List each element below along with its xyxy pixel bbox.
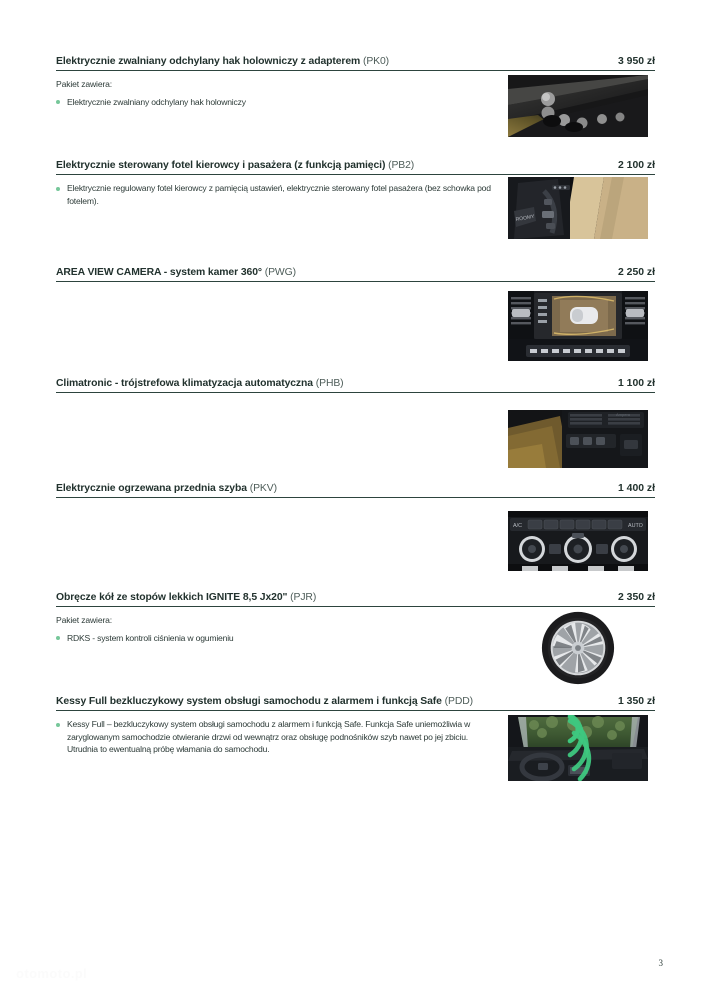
alloy-wheel-photo: [508, 609, 648, 687]
section-title-text: Climatronic - trójstrefowa klimatyzacja automatyczna: [56, 378, 313, 389]
power-seat-controls-photo: [508, 177, 648, 239]
section-bullet-list: [56, 96, 494, 108]
section-header: [56, 482, 655, 497]
list-item: [56, 182, 494, 207]
option-section: [56, 266, 655, 377]
option-section: [56, 159, 655, 266]
section-price: 1 100 zł: [618, 378, 655, 389]
section-title: [56, 482, 277, 495]
section-title-text: Elektrycznie sterowany fotel kierowcy i pasażera (z funkcją pamięci): [56, 160, 386, 171]
section-header: [56, 159, 655, 174]
section-body: [56, 607, 655, 692]
list-item-label: Kessy Full – bezkluczykowy system obsługi samochodu z alarmem i funkcją Safe. Funkcja Safe uniemożliwia w zaryglowanym samochodzie otwieranie drzwi od wewnątrz oraz obsługę podnośników szyb nawet po jej zbiciu. Utrudnia to ewentualną próbę włamania do samochodu.: [67, 719, 471, 754]
section-body: [56, 498, 655, 583]
section-bullet-list: [56, 182, 494, 207]
list-item-label: Elektrycznie zwalniany odchylany hak holowniczy: [67, 97, 246, 107]
section-title-text: Obręcze kół ze stopów lekkich IGNITE 8,5 Jx20": [56, 592, 288, 603]
list-item: [56, 632, 494, 644]
section-option-code: (PB2): [388, 160, 415, 171]
page-number: 3: [658, 958, 663, 968]
section-header: [56, 55, 655, 70]
section-bullet-list: [56, 632, 494, 644]
option-section: [56, 695, 655, 815]
keyless-entry-signal-photo: [508, 715, 648, 781]
section-header: [56, 377, 655, 392]
svg-text:ROOMY: ROOMY: [515, 214, 535, 224]
option-sections-list: [56, 55, 655, 815]
section-title: [56, 377, 344, 390]
section-price: 1 400 zł: [618, 483, 655, 494]
option-section: [56, 591, 655, 695]
tow-hitch-photo: [508, 75, 648, 137]
section-lead-text: Pakiet zawiera:: [56, 79, 113, 90]
section-option-code: (PJR): [290, 592, 317, 603]
section-copy: [56, 182, 494, 207]
watermark: otomoto.pl: [16, 966, 88, 981]
section-option-code: (PWG): [264, 267, 296, 278]
list-item-label: Elektrycznie regulowany fotel kierowcy z pamięcią ustawień, elektrycznie sterowany fotel pasażera (bez schowka pod fotelem).: [67, 183, 491, 206]
section-body: [56, 711, 655, 796]
option-section: [56, 482, 655, 591]
section-price: 2 350 zł: [618, 592, 655, 603]
list-item: [56, 718, 494, 755]
section-body: [56, 71, 655, 156]
section-price: 2 250 zł: [618, 267, 655, 278]
section-title-text: AREA VIEW CAMERA - system kamer 360°: [56, 267, 262, 278]
section-body: [56, 175, 655, 260]
section-title-text: Elektrycznie zwalniany odchylany hak holowniczy z adapterem: [56, 56, 361, 67]
bullet-dot-icon: [56, 723, 60, 727]
section-title: [56, 695, 473, 708]
section-header: [56, 591, 655, 606]
rear-air-vents-photo: [508, 410, 648, 468]
section-copy: [56, 78, 494, 108]
section-header: [56, 695, 655, 710]
section-copy: [56, 718, 494, 755]
section-option-code: (PKV): [249, 483, 277, 494]
section-price: 1 350 zł: [618, 696, 655, 707]
section-copy: [56, 614, 494, 644]
section-title: [56, 591, 316, 604]
list-item-label: RDKS - system kontroli ciśnienia w ogumieniu: [67, 633, 234, 643]
section-body: [56, 393, 655, 478]
svg-text:Ampera: Ampera: [616, 412, 631, 418]
section-title: [56, 159, 414, 172]
bullet-dot-icon: [56, 100, 60, 104]
climate-control-panel-photo: [508, 511, 648, 571]
option-section: [56, 55, 655, 159]
section-header: [56, 266, 655, 281]
section-title: [56, 55, 389, 68]
section-price: 3 950 zł: [618, 56, 655, 67]
section-bullet-list: [56, 718, 494, 755]
section-title-text: Elektrycznie ogrzewana przednia szyba: [56, 483, 247, 494]
section-body: [56, 282, 655, 367]
section-lead-text: Pakiet zawiera:: [56, 615, 113, 626]
section-option-code: (PHB): [315, 378, 344, 389]
section-option-code: (PK0): [362, 56, 390, 67]
section-title: [56, 266, 296, 279]
section-price: 2 100 zł: [618, 160, 655, 171]
bullet-dot-icon: [56, 636, 60, 640]
area-view-camera-display-photo: [508, 291, 648, 361]
section-title-text: Kessy Full bezkluczykowy system obsługi samochodu z alarmem i funkcją Safe: [56, 696, 442, 707]
svg-text:AUTO: AUTO: [628, 523, 643, 530]
bullet-dot-icon: [56, 187, 60, 191]
section-option-code: (PDD): [444, 696, 474, 707]
svg-text:A/C: A/C: [513, 523, 522, 530]
list-item: [56, 96, 494, 108]
option-section: [56, 377, 655, 482]
